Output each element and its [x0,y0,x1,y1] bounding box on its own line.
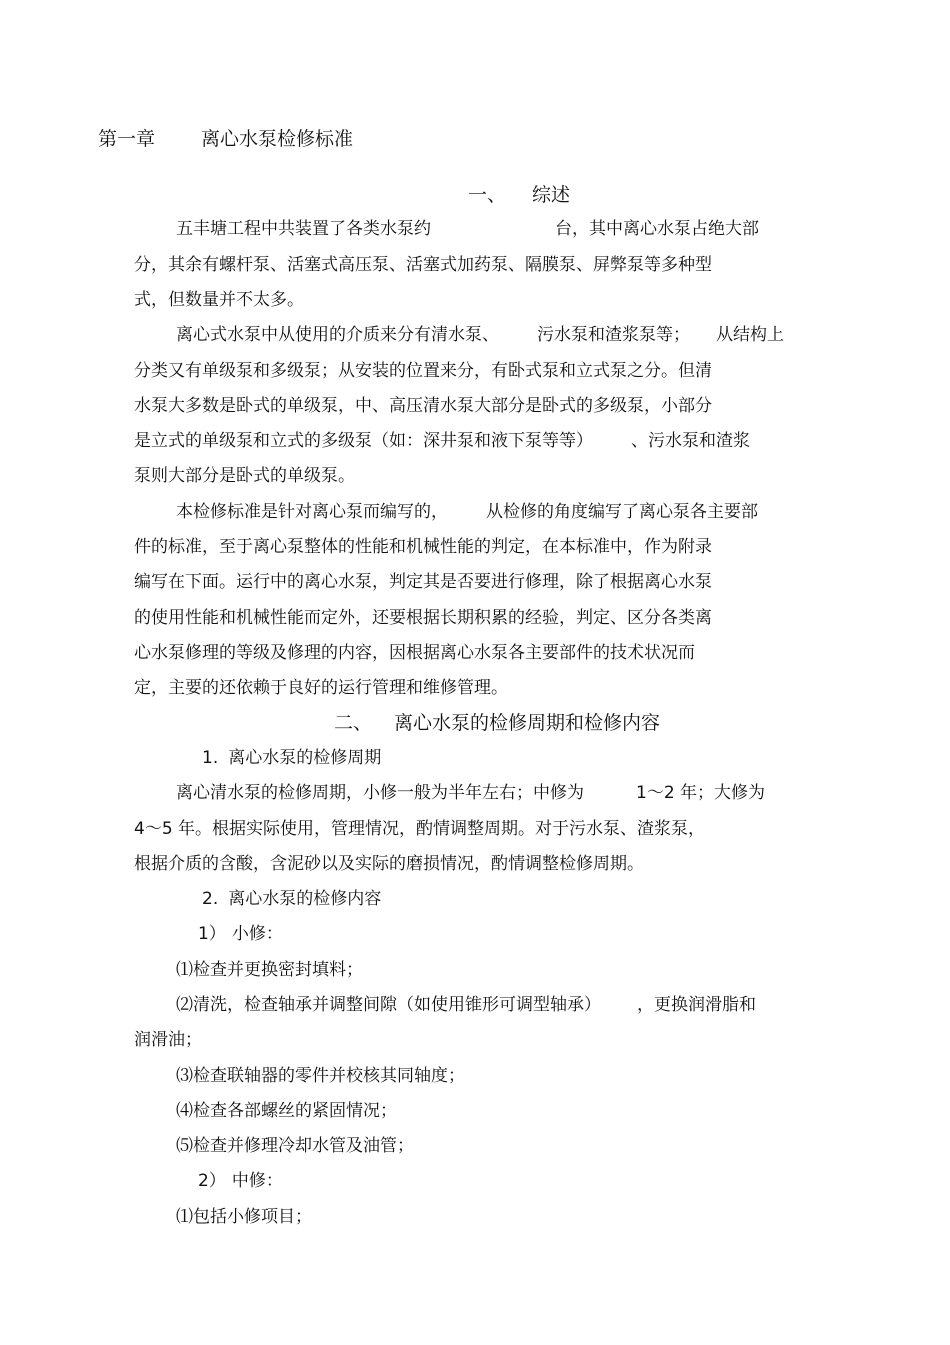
list-item: ⑴包括小修项目； [176,1207,312,1227]
text-run: 台，其中离心水泵占绝大部 [555,219,759,239]
text-run: 从结构上 [716,325,784,345]
text-run: 是立式的单级泵和立式的多级泵（如：深井泵和液下泵等等） [134,431,593,451]
paragraph-line [176,502,758,522]
list-heading-medium [198,1171,283,1191]
text-run: 从检修的角度编写了离心泵各主要部 [486,502,758,522]
list-heading-minor [198,924,283,944]
chapter-title: 离心水泵检修标准 [201,128,354,150]
text-run: 本检修标准是针对离心泵而编写的， [176,502,448,522]
list-item: ⑴检查并更换密封填料； [176,960,363,980]
paragraph-line: 分类又有单级泵和多级泵；从安装的位置来分，有卧式泵和立式泵之分。但清 [134,361,712,381]
section-title: 离心水泵的检修周期和检修内容 [394,712,661,734]
list-number: 2） [198,1171,226,1191]
list-item: ⑸检查并修理冷却水管及油管； [176,1136,414,1156]
subsection-number: 2. [202,889,219,909]
list-item [176,995,756,1015]
paragraph-line [134,431,750,451]
paragraph-line: 定，主要的还依赖于良好的运行管理和维修管理。 [134,678,508,698]
paragraph-line: 件的标准，至于离心泵整体的性能和机械性能的判定，在本标准中，作为附录 [134,537,712,557]
subsection-heading [202,889,381,909]
list-item: ⑶检查联轴器的零件并校核其同轴度； [176,1066,465,1086]
text-run: 、污水泵和渣浆 [631,431,750,451]
section-heading-1 [468,184,570,206]
subsection-heading [202,748,381,768]
section-heading-2 [334,712,660,734]
paragraph-line: 根据介质的含酸，含泥砂以及实际的磨损情况，酌情调整检修周期。 [134,854,644,874]
section-number: 一、 [468,184,507,206]
subsection-title: 离心水泵的检修周期 [228,748,382,768]
paragraph-line: 分，其余有螺杆泵、活塞式高压泵、活塞式加药泵、隔膜泵、屏弊泵等多种型 [134,255,712,275]
section-title: 综述 [532,184,571,206]
paragraph-line: 式，但数量并不太多。 [134,290,304,310]
subsection-title: 离心水泵的检修内容 [228,889,382,909]
text-run: 离心清水泵的检修周期，小修一般为半年左右；中修为 [176,783,584,803]
paragraph-line: 泵则大部分是卧式的单级泵。 [134,466,355,486]
paragraph-line [176,325,784,345]
paragraph-line: 的使用性能和机械性能而定外，还要根据长期积累的经验，判定、区分各类离 [134,608,712,628]
list-item: ⑷检查各部螺丝的紧固情况； [176,1101,397,1121]
text-run: 离心式水泵中从使用的介质来分有清水泵、 [176,325,499,345]
paragraph-line [176,783,765,803]
list-item-continuation: 润滑油； [134,1030,202,1050]
paragraph-line: 水泵大多数是卧式的单级泵，中、高压清水泵大部分是卧式的多级泵，小部分 [134,396,712,416]
text-run: 1～2 年；大修为 [636,783,766,803]
text-run: 五丰塘工程中共装置了各类水泵约 [176,219,431,239]
paragraph-line: 心水泵修理的等级及修理的内容，因根据离心水泵各主要部件的技术状况而 [134,643,695,663]
list-title: 小修： [231,924,283,944]
list-title: 中修： [231,1171,283,1191]
subsection-number: 1. [202,748,219,768]
section-number: 二、 [334,712,373,734]
text-run: ，更换润滑脂和 [637,995,756,1015]
list-number: 1） [198,924,226,944]
paragraph-line [176,219,759,239]
chapter-heading [98,128,353,150]
text-run: ⑵清洗，检查轴承并调整间隙（如使用锥形可调型轴承） [176,995,601,1015]
paragraph-line: 编写在下面。运行中的离心水泵，判定其是否要进行修理，除了根据离心水泵 [134,572,712,592]
paragraph-line: 4～5 年。根据实际使用，管理情况，酌情调整周期。对于污水泵、渣浆泵， [134,819,706,839]
text-run: 污水泵和渣浆泵等； [537,325,690,345]
chapter-number: 第一章 [98,128,156,150]
